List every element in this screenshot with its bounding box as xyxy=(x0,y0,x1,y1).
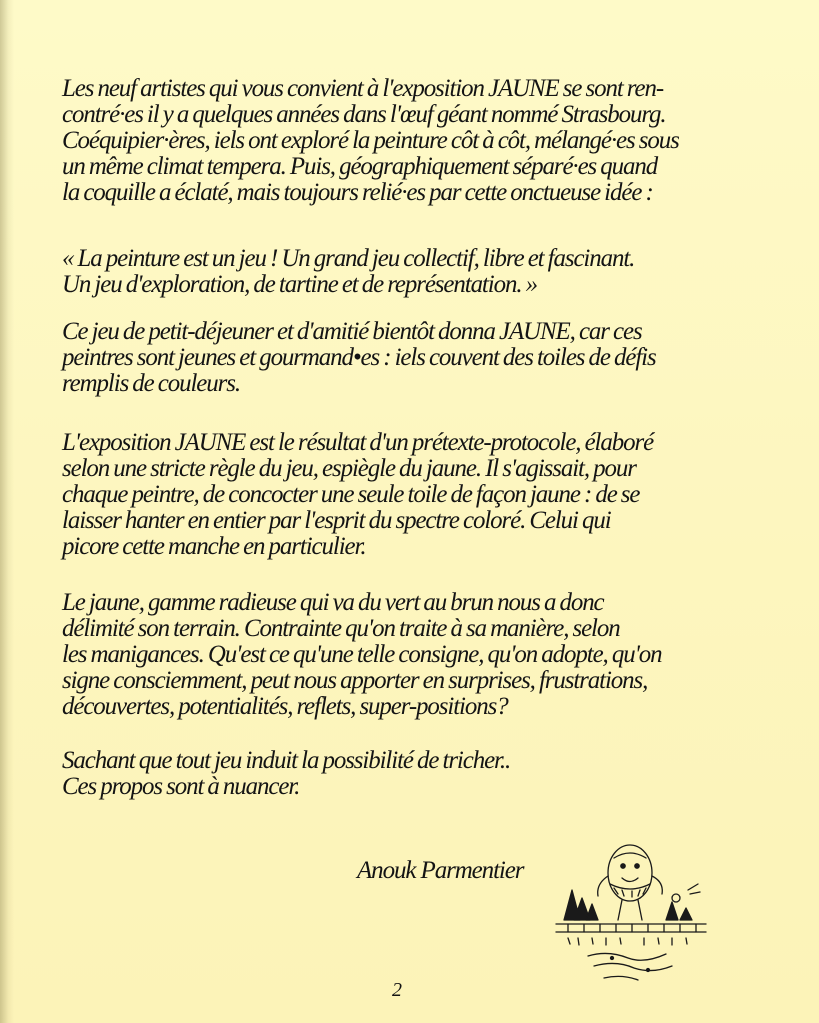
text-line: laisser hanter en entier par l'esprit du spectre coloré. Celui qui xyxy=(62,507,611,534)
text-line: chaque peintre, de concocter une seule toile de façon jaune : de se xyxy=(62,481,640,508)
text-line: Un jeu d'exploration, de tartine et de représentation. » xyxy=(62,271,537,298)
text-line: un même climat tempera. Puis, géographiquement séparé·es quand xyxy=(62,153,658,180)
humpty-dumpty-drawing-icon xyxy=(548,828,718,988)
text-line: L'exposition JAUNE est le résultat d'un prétexte-protocole, élaboré xyxy=(62,429,654,456)
text-line: selon une stricte règle du jeu, espiègle du jaune. Il s'agissait, pour xyxy=(62,455,636,482)
text-line: Les neuf artistes qui vous convient à l'exposition JAUNE se sont ren- xyxy=(62,75,664,102)
text-line: picore cette manche en particulier. xyxy=(62,533,366,560)
text-line: la coquille a éclaté, mais toujours relié·es par cette onctueuse idée : xyxy=(62,179,653,206)
text-line: les manigances. Qu'est ce qu'une telle consigne, qu'on adopte, qu'on xyxy=(62,641,662,668)
text-line: peintres sont jeunes et gourmand•es : iels couvent des toiles de défis xyxy=(62,344,656,371)
paragraph-quote xyxy=(62,246,752,298)
text-line: Le jaune, gamme radieuse qui va du vert au brun nous a donc xyxy=(62,589,604,616)
text-line: découvertes, potentialités, reflets, super-positions? xyxy=(62,693,508,720)
author-signature: Anouk Parmentier xyxy=(357,857,524,884)
text-line: Coéquipier·ères, iels ont exploré la peinture côt à côt, mélangé·es sous xyxy=(62,127,679,154)
page-number: 2 xyxy=(392,979,402,1001)
paragraph-protocol xyxy=(62,430,752,560)
paragraph-closing xyxy=(62,748,752,800)
text-line: contré·es il y a quelques années dans l'œuf géant nommé Strasbourg. xyxy=(62,101,666,128)
paragraph-intro xyxy=(62,76,752,206)
text-line: Ce jeu de petit-déjeuner et d'amitié bientôt donna JAUNE, car ces xyxy=(62,318,642,345)
page-edge-shadow xyxy=(0,0,14,1023)
text-line: Ces propos sont à nuancer. xyxy=(62,773,300,800)
text-line: signe consciemment, peut nous apporter en surprises, frustrations, xyxy=(62,667,648,694)
text-line: délimité son terrain. Contrainte qu'on traite à sa manière, selon xyxy=(62,615,620,642)
text-line: remplis de couleurs. xyxy=(62,370,240,397)
paragraph-breakfast xyxy=(62,319,752,397)
text-line: Sachant que tout jeu induit la possibilité de tricher.. xyxy=(62,747,511,774)
paragraph-yellow-range xyxy=(62,590,752,720)
text-line: « La peinture est un jeu ! Un grand jeu collectif, libre et fascinant. xyxy=(62,245,635,272)
